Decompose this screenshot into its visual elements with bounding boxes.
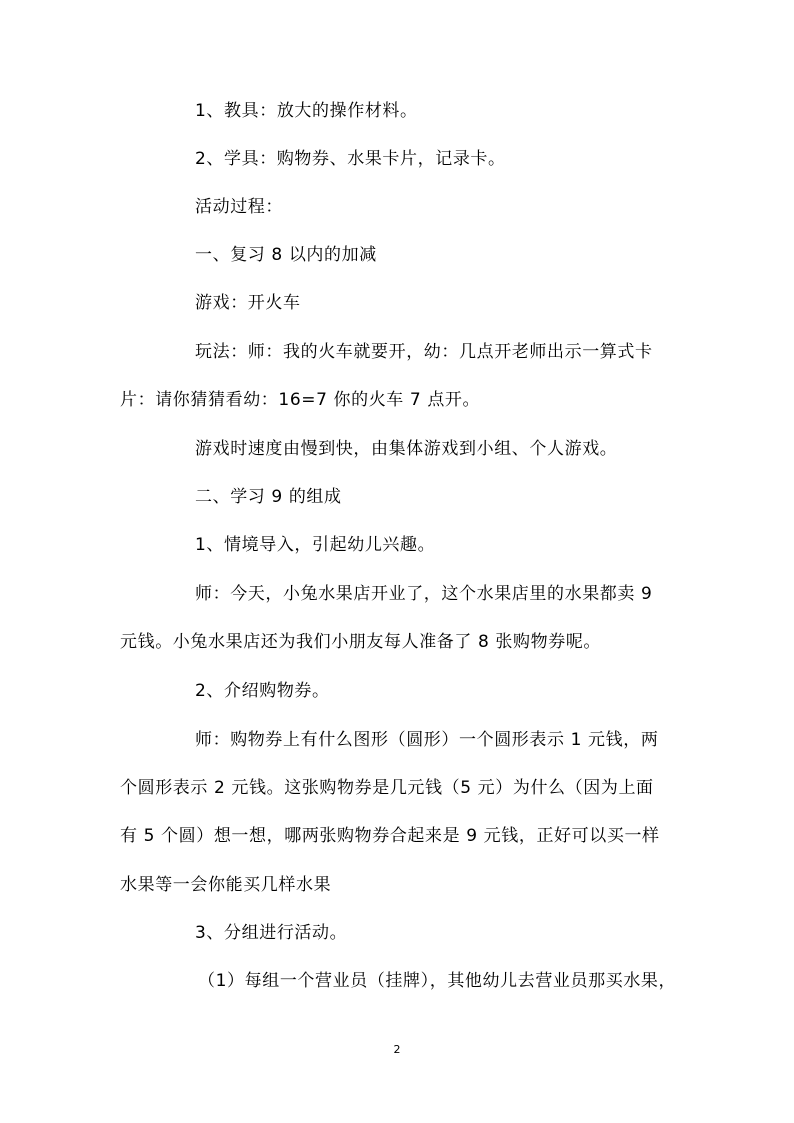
- section-heading-nine: 二、学习 9 的组成: [195, 487, 342, 507]
- paragraph-group-activity: 3、分组进行活动。: [195, 923, 348, 943]
- paragraph-coupon-line-2: 个圆形表示 2 元钱。这张购物券是几元钱（5 元）为什么（因为上面: [120, 778, 654, 798]
- paragraph-game-rules-line-2: 片：请你猜猜看幼：16=7 你的火车 7 点开。: [120, 390, 481, 410]
- page-number: 2: [393, 1043, 401, 1056]
- paragraph-activity-process: 活动过程：: [195, 197, 283, 217]
- paragraph-situation-intro: 1、情境导入，引起幼儿兴趣。: [195, 535, 436, 555]
- paragraph-introduce-coupons: 2、介绍购物券。: [195, 681, 330, 701]
- paragraph-store-line-2: 元钱。小兔水果店还为我们小朋友每人准备了 8 张购物券呢。: [120, 632, 602, 652]
- paragraph-store-line-1: 师：今天，小兔水果店开业了，这个水果店里的水果都卖 9: [195, 584, 653, 604]
- paragraph-game-rules-line-1: 玩法：师：我的火车就要开，幼：几点开老师出示一算式卡: [195, 342, 653, 362]
- paragraph-coupon-line-3: 有 5 个圆）想一想，哪两张购物券合起来是 9 元钱，正好可以买一样: [120, 826, 660, 846]
- paragraph-coupon-line-1: 师：购物券上有什么图形（圆形）一个圆形表示 1 元钱，两: [195, 730, 659, 750]
- paragraph-coupon-line-4: 水果等一会你能买几样水果: [120, 875, 332, 895]
- section-heading-review: 一、复习 8 以内的加减: [195, 245, 377, 265]
- paragraph-group-detail: （1）每组一个营业员（挂牌），其他幼儿去营业员那买水果，: [198, 971, 677, 991]
- paragraph-teaching-tools: 1、教具：放大的操作材料。: [195, 101, 418, 121]
- paragraph-game-speed: 游戏时速度由慢到快，由集体游戏到小组、个人游戏。: [195, 439, 618, 459]
- paragraph-game-title: 游戏：开火车: [195, 293, 301, 313]
- paragraph-learning-tools: 2、学具：购物券、水果卡片，记录卡。: [195, 149, 506, 169]
